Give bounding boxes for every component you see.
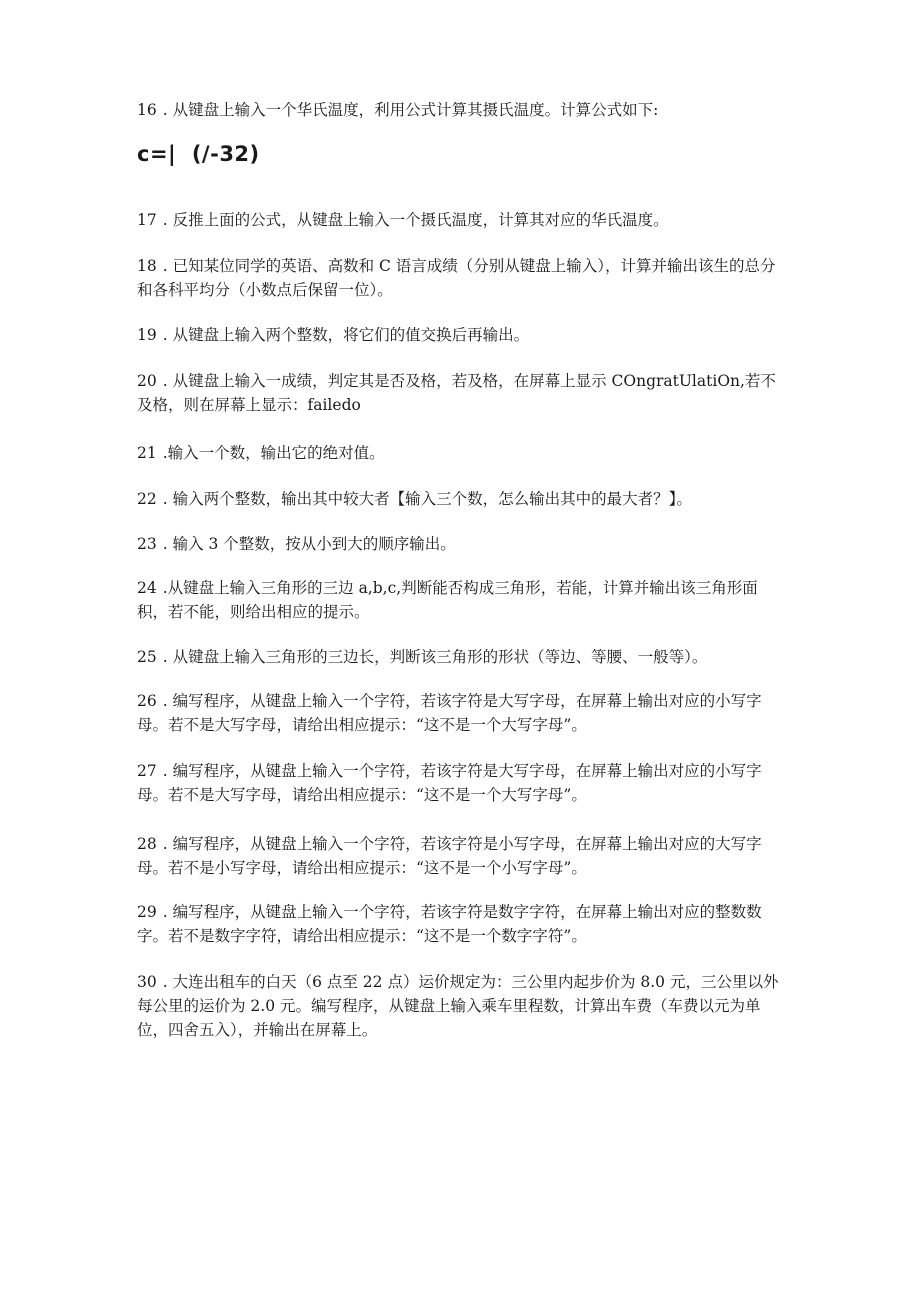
- question-number: 28: [137, 835, 157, 853]
- question-21: [137, 441, 787, 465]
- question-text: . 输入 3 个整数，按从小到大的顺序输出。: [162, 535, 456, 553]
- question-text: .输入一个数，输出它的绝对值。: [162, 444, 385, 462]
- question-23: [137, 532, 787, 556]
- question-27: [137, 759, 787, 807]
- question-30: [137, 970, 787, 1042]
- question-text: . 编写程序，从键盘上输入一个字符，若该字符是小写字母，在屏幕上输出对应的大写字母。若不是小写字母，请给出相应提示：“这不是一个小写字母”。: [137, 835, 762, 877]
- question-text: . 输入两个整数，输出其中较大者【输入三个数，怎么输出其中的最大者？】。: [162, 490, 692, 508]
- question-number: 17: [137, 211, 157, 229]
- question-24: [137, 576, 787, 624]
- question-text: . 从键盘上输入一个华氏温度，利用公式计算其摄氏温度。计算公式如下:: [162, 101, 659, 119]
- question-17: [137, 208, 787, 232]
- question-text: . 从键盘上输入一成绩，判定其是否及格，若及格，在屏幕上显示 COngratUlatiOn,若不及格，则在屏幕上显示：failedo: [137, 372, 776, 414]
- question-text: . 已知某位同学的英语、高数和 C 语言成绩（分别从键盘上输入），计算并输出该生的总分和各科平均分（小数点后保留一位）。: [137, 257, 776, 299]
- question-number: 29: [137, 903, 157, 921]
- question-28: [137, 832, 787, 880]
- question-26: [137, 689, 787, 737]
- question-number: 26: [137, 692, 157, 710]
- question-16: [137, 98, 787, 122]
- formula: c=| (/-32): [137, 142, 260, 166]
- question-number: 22: [137, 490, 157, 508]
- question-number: 19: [137, 326, 157, 344]
- question-text: . 编写程序，从键盘上输入一个字符，若该字符是数字字符，在屏幕上输出对应的整数数字。若不是数字字符，请给出相应提示：“这不是一个数字字符”。: [137, 903, 762, 945]
- question-text: . 从键盘上输入两个整数，将它们的值交换后再输出。: [162, 326, 530, 344]
- question-number: 23: [137, 535, 157, 553]
- question-number: 25: [137, 648, 157, 666]
- question-22: [137, 487, 787, 511]
- question-number: 21: [137, 444, 157, 462]
- question-text: . 从键盘上输入三角形的三边长，判断该三角形的形状（等边、等腰、一般等）。: [162, 648, 708, 666]
- question-number: 27: [137, 762, 157, 780]
- question-19: [137, 323, 787, 347]
- question-18: [137, 254, 787, 302]
- question-number: 20: [137, 372, 157, 390]
- question-text: . 大连出租车的白天（6 点至 22 点）运价规定为：三公里内起步价为 8.0 元，三公里以外每公里的运价为 2.0 元。编写程序，从键盘上输入乘车里程数，计算出车费（车费以元为单位，四舍五入），并输出在屏幕上。: [137, 973, 779, 1039]
- question-number: 30: [137, 973, 157, 991]
- question-number: 16: [137, 101, 157, 119]
- question-text: . 编写程序，从键盘上输入一个字符，若该字符是大写字母，在屏幕上输出对应的小写字母。若不是大写字母，请给出相应提示：“这不是一个大写字母”。: [137, 692, 762, 734]
- question-number: 24: [137, 579, 157, 597]
- question-25: [137, 645, 787, 669]
- question-29: [137, 900, 787, 948]
- question-number: 18: [137, 257, 157, 275]
- question-text: .从键盘上输入三角形的三边 a,b,c,判断能否构成三角形，若能，计算并输出该三角形面积，若不能，则给出相应的提示。: [137, 579, 758, 621]
- question-20: [137, 369, 787, 417]
- question-text: . 反推上面的公式，从键盘上输入一个摄氏温度，计算其对应的华氏温度。: [162, 211, 669, 229]
- question-text: . 编写程序，从键盘上输入一个字符，若该字符是大写字母，在屏幕上输出对应的小写字母。若不是大写字母，请给出相应提示：“这不是一个大写字母”。: [137, 762, 762, 804]
